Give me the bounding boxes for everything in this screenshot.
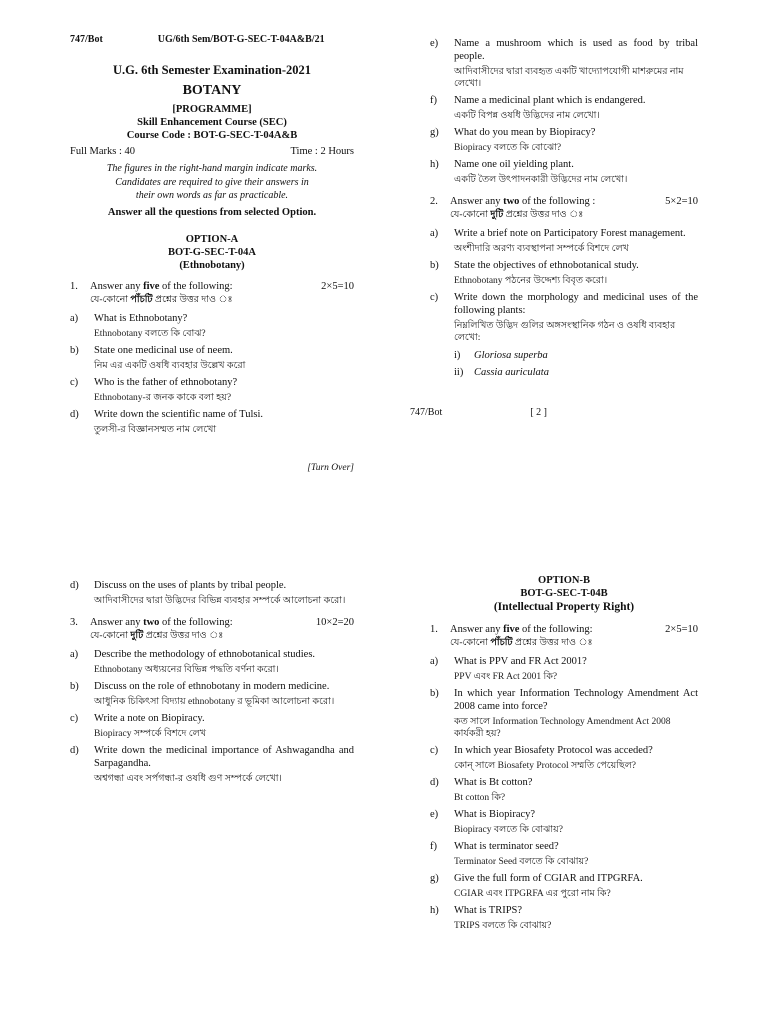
page-2: [384, 0, 768, 512]
sub-question: [70, 579, 354, 592]
sub-question: [430, 126, 698, 155]
sub-question-text-bengali: Ethnobotany বলতে কি বোঝ?: [94, 329, 206, 340]
sub-question-label: f): [430, 95, 437, 106]
instruction-line: The figures in the right-hand margin indicate marks.: [106, 163, 318, 175]
option-name: (Intellectual Property Right): [493, 601, 635, 614]
plant-item: [454, 349, 698, 362]
sub-question-text: Write a brief note on Participatory Forest management.: [454, 228, 686, 239]
sub-question-text-bengali: তুলসী-র বিজ্ঞানসম্মত নাম লেখো: [94, 425, 217, 436]
sub-question: [70, 712, 354, 741]
sub-question-label: h): [430, 904, 439, 916]
sub-question-text: Write a note on Biopiracy.: [94, 713, 205, 724]
sub-question-text-bengali: আদিবাসীদের দ্বারা ব্যবহৃত একটি খাদ্যোপযোগী মাশরুমের নাম লেখো।: [454, 67, 684, 90]
full-marks: Full Marks : 40: [70, 146, 136, 157]
sub-question-text-bengali: Biopiracy বলতে কি বোঝায়?: [454, 824, 563, 835]
sub-question-text-bengali: আধুনিক চিকিৎসা বিদ্যায় ethnobotany র ভূমিকা আলোচনা করো।: [94, 697, 335, 708]
sub-question-label: f): [430, 840, 437, 852]
sub-question-text: Describe the methodology of ethnobotanical studies.: [94, 649, 316, 660]
question-marks: 10×2=20: [315, 617, 354, 628]
paper-code: 747/Bot: [410, 407, 443, 419]
sub-question-label: c): [430, 292, 439, 303]
sub-question: [70, 648, 354, 677]
page-header: [70, 34, 354, 47]
sub-question-label: d): [70, 409, 79, 421]
sub-question-label: c): [70, 713, 79, 724]
sub-question-text: What is terminator seed?: [454, 840, 559, 852]
sub-question-label: a): [430, 655, 439, 667]
plant-label: ii): [454, 367, 464, 379]
sub-question-text: Write down the medicinal importance of Ashwagandha and Sarpagandha.: [94, 745, 354, 770]
sub-question: [430, 840, 698, 869]
sub-question-text-bengali: আদিবাসীদের দ্বারা উদ্ভিদের বিভিন্ন ব্যবহার সম্পর্কে আলোচনা করো।: [94, 596, 346, 607]
question-text: Answer any two of the following:: [90, 617, 233, 628]
course-name: Skill Enhancement Course (SEC): [137, 116, 287, 128]
plant-item: [454, 366, 698, 379]
sub-question-label: b): [430, 687, 439, 699]
plant-name: Gloriosa superba: [474, 350, 548, 361]
sub-question-text: Write down the morphology and medicinal uses of the following plants:: [454, 292, 698, 317]
sub-question-text-bengali: Biopiracy সম্পর্কে বিশদে লেখ: [94, 729, 206, 740]
sub-question-text: Discuss on the role of ethnobotany in modern medicine.: [94, 681, 330, 692]
page-footer: [410, 407, 698, 420]
sub-question-text-bengali: একটি বিপন্ন ওষধি উদ্ভিদের নাম লেখো।: [454, 111, 600, 122]
sub-question: [430, 94, 698, 123]
question-number: 1.: [70, 281, 78, 293]
sub-question-text: Discuss on the uses of plants by tribal people.: [94, 580, 287, 591]
sub-question-label: d): [70, 745, 79, 756]
sub-question-text: What is TRIPS?: [454, 904, 523, 916]
instruction-line: Candidates are required to give their answers in: [115, 176, 309, 188]
question-number: 2.: [430, 196, 438, 207]
sub-question: [70, 744, 354, 786]
question-text-bengali: যে-কোনো দুটি প্রশ্নের উত্তর দাও ঃ: [450, 210, 584, 221]
instruction-line: their own words as far as practicable.: [135, 190, 289, 202]
sub-question-label: d): [70, 580, 79, 591]
sub-question: [70, 408, 354, 437]
sub-question-label: a): [430, 228, 439, 239]
sub-question-label: h): [430, 159, 439, 170]
sub-question-label: a): [70, 313, 79, 325]
sub-question: [70, 680, 354, 709]
programme-label: [PROGRAMME]: [172, 103, 252, 115]
paper-code-right: UG/6th Sem/BOT-G-SEC-T-04A&B/21: [157, 34, 325, 45]
sub-question-text-bengali: CGIAR এবং ITPGRFA এর পুরো নাম কি?: [454, 888, 611, 899]
question-text-bengali: যে-কোনো দুটি প্রশ্নের উত্তর দাও ঃ: [90, 631, 224, 642]
sub-question: [430, 227, 698, 256]
sub-question-text-bengali: Terminator Seed বলতে কি বোঝায়?: [454, 856, 589, 867]
sub-question-text-bengali: কত সালে Information Technology Amendment Act 2008 কার্যকরী হয়?: [454, 716, 671, 739]
sub-question-text: Name one oil yielding plant.: [454, 159, 574, 170]
sub-question-text-bengali: PPV এবং FR Act 2001 কি?: [454, 671, 558, 682]
sub-question: [430, 259, 698, 288]
sub-question-text-bengali: একটি তৈল উৎপাদনকারী উদ্ভিদের নাম লেখো।: [454, 175, 628, 186]
sub-question-text: What is PPV and FR Act 2001?: [454, 655, 587, 667]
option-code: BOT-G-SEC-T-04A: [168, 246, 256, 258]
sub-question: [70, 344, 354, 373]
sub-question: [70, 312, 354, 341]
sub-question: [430, 655, 698, 684]
sub-question-text: What is Biopiracy?: [454, 808, 536, 820]
option-title: OPTION-A: [185, 233, 239, 245]
question-1: [70, 280, 354, 293]
sub-question-text-bengali: Ethnobotany-র জনক কাকে বলা হয়?: [94, 393, 232, 404]
sub-question-text-bengali: Ethnobotany পঠনের উদ্দেশ্য বিবৃত করো।: [454, 276, 608, 287]
sub-question-label: c): [430, 744, 439, 756]
question-text-bengali: যে-কোনো পাঁচটি প্রশ্নের উত্তর দাও ঃ: [90, 295, 233, 306]
page-number: [ 2 ]: [530, 407, 547, 419]
question-marks: 5×2=10: [665, 196, 698, 207]
sub-question-text: Who is the father of ethnobotany?: [94, 377, 238, 389]
question-number: 1.: [430, 623, 438, 635]
sub-question: [430, 37, 698, 91]
sub-question-text: What is Bt cotton?: [454, 776, 533, 788]
plant-label: i): [454, 350, 461, 361]
page-4: [384, 512, 768, 1024]
question-1: [430, 623, 698, 636]
sub-question-text: What do you mean by Biopiracy?: [454, 127, 596, 138]
sub-question-text: State one medicinal use of neem.: [94, 345, 233, 357]
sub-question-text: State the objectives of ethnobotanical study.: [454, 260, 639, 271]
sub-question-text-bengali: নিম্নলিখিত উদ্ভিদ গুলির অঙ্গসংস্থানিক গঠন ও ওষধি ব্যবহার লেখো:: [454, 321, 676, 344]
sub-question-label: g): [430, 872, 439, 884]
question-text-bengali: যে-কোনো পাঁচটি প্রশ্নের উত্তর দাও ঃ: [450, 637, 593, 648]
option-title: OPTION-B: [538, 575, 590, 586]
question-2: [430, 195, 698, 208]
exam-time: Time : 2 Hours: [290, 146, 354, 157]
sub-question-text-bengali: কোন্ সালে Biosafety Protocol সম্মতি পেয়েছিল?: [454, 760, 636, 771]
sub-question-text-bengali: অশ্বগন্ধা এবং সর্পগন্ধা-র ওষধি গুণ সম্পর্কে লেখো।: [94, 774, 282, 785]
plant-name: Cassia auriculata: [474, 367, 549, 379]
sub-question-text-bengali: TRIPS বলতে কি বোঝায়?: [454, 920, 552, 931]
option-name: (Ethnobotany): [179, 260, 245, 271]
exam-title: U.G. 6th Semester Examination-2021: [112, 62, 312, 77]
sub-question: [430, 744, 698, 773]
question-marks: 2×5=10: [321, 281, 354, 293]
turn-over-label: [Turn Over]: [307, 463, 354, 474]
sub-question-label: b): [430, 260, 439, 271]
sub-question: [430, 291, 698, 345]
sub-question: [430, 776, 698, 805]
sub-question-text-bengali: Biopiracy বলতে কি বোঝো?: [454, 143, 562, 154]
sub-question-text: In which year Biosafety Protocol was acceded?: [454, 744, 653, 756]
sub-question-label: b): [70, 681, 79, 692]
sub-question-text: Write down the scientific name of Tulsi.: [94, 409, 264, 421]
sub-question-text: What is Ethnobotany?: [94, 313, 188, 325]
sub-question-text: In which year Information Technology Amendment Act 2008 came into force?: [454, 687, 698, 712]
sub-question-text-bengali: Ethnobotany অধ্যয়নের বিভিন্ন পদ্ধতি বর্ণনা করো।: [94, 665, 279, 676]
instruction-answer-all: Answer all the questions from selected Option.: [107, 206, 317, 218]
sub-question-text-bengali: নিম এর একটি ওষধি ব্যবহার উল্লেখ করো: [94, 361, 246, 372]
question-text: Answer any five of the following:: [90, 281, 233, 293]
page-3: [0, 512, 384, 1024]
sub-question-text: Name a mushroom which is used as food by tribal people.: [454, 38, 698, 63]
sub-question-text-bengali: Bt cotton কি?: [454, 792, 506, 803]
question-marks: 2×5=10: [665, 623, 698, 635]
sub-question-label: g): [430, 127, 439, 138]
sub-question-label: d): [430, 776, 439, 788]
marks-time-row: [70, 145, 354, 158]
question-text: Answer any two of the following :: [450, 196, 596, 207]
sub-question-label: e): [430, 38, 439, 49]
sub-question: [430, 158, 698, 187]
sub-question-text-bengali: অংশীদারি অরণ্য ব্যবস্থাপনা সম্পর্কে বিশদে লেখ: [454, 244, 629, 255]
sub-question-text: Name a medicinal plant which is endangered.: [454, 95, 646, 106]
sub-question: [430, 808, 698, 837]
question-number: 3.: [70, 617, 78, 628]
sub-question-label: b): [70, 345, 79, 357]
sub-question: [70, 376, 354, 405]
instructions: [70, 162, 354, 203]
sub-question: [430, 904, 698, 933]
question-text: Answer any five of the following:: [450, 623, 593, 635]
page-1: [0, 0, 384, 512]
question-3: [70, 616, 354, 629]
sub-question: [430, 872, 698, 901]
sub-question: [430, 687, 698, 741]
sub-question-label: e): [430, 808, 439, 820]
course-code: Course Code : BOT-G-SEC-T-04A&B: [126, 129, 298, 141]
sub-question-text: Give the full form of CGIAR and ITPGRFA.: [454, 872, 643, 884]
sub-question-label: a): [70, 649, 79, 660]
paper-code-left: 747/Bot: [70, 34, 103, 45]
subject-title: BOTANY: [182, 83, 242, 99]
option-code: BOT-G-SEC-T-04B: [520, 588, 608, 600]
sub-question-label: c): [70, 377, 79, 389]
